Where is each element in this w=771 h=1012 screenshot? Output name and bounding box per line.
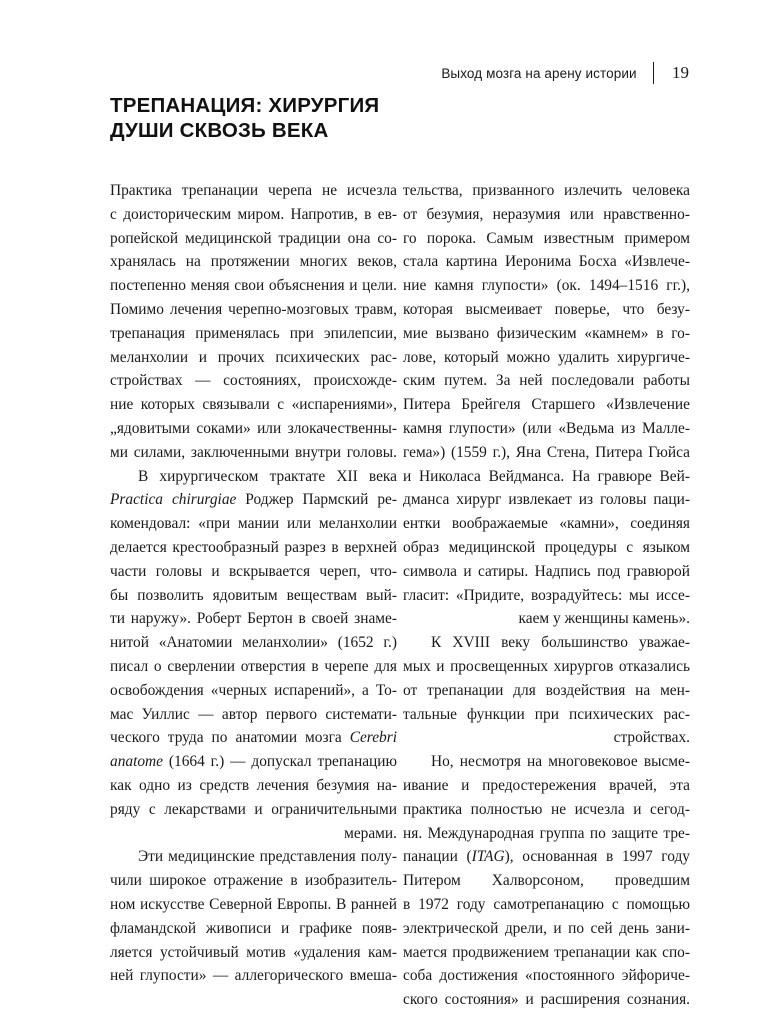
section-title-line: ТРЕПАНАЦИЯ: ХИРУРГИЯ (110, 94, 380, 117)
text-line: соба достижения «постоянного эйфориче- (403, 967, 690, 985)
text-line: делается крестообразный разрез в верхней (110, 538, 397, 556)
text-line: ном искусстве Северной Европы. В ранней (110, 895, 397, 913)
text-line: ми силами, заключенными внутри головы. (110, 443, 397, 461)
text-line: Practica chirurgiae Роджер Пармский ре- (110, 491, 398, 509)
text-line: гема») (1559 г.), Яна Стена, Питера Гюйса (403, 443, 690, 461)
running-title: Выход мозга на арену истории (441, 65, 637, 81)
text-line: стройствах. (613, 729, 690, 747)
text-line: ние которых связывали с «испарениями», (110, 396, 397, 414)
page-number: 19 (672, 63, 689, 82)
text-line: В хирургическом трактате XII века (138, 467, 397, 485)
text-line: ским путем. За ней последовали работы (403, 372, 690, 390)
text-line: ропейской медицинской традиции она со- (110, 229, 397, 247)
text-line: стала картина Иеронима Босха «Извлече- (403, 253, 690, 271)
text-line: anatome (1664 г.) — допускал трепанацию (110, 753, 397, 771)
text-line: тальные функции при психических рас- (403, 705, 690, 723)
text-line: камня глупости» (или «Ведьма из Малле- (403, 419, 690, 437)
italic-term: anatome (110, 753, 164, 771)
text-line: чили широкое отражение в изобразитель- (110, 872, 397, 890)
text-line: лове, который можно удалить хирургиче- (403, 348, 690, 366)
text-line: ческого труда по анатомии мозга Cerebri (110, 729, 397, 747)
text-line: практика полностью не исчезла и сегод- (403, 800, 690, 818)
text-line: ляется устойчивый мотив «удаления кам- (110, 943, 397, 961)
text-line: электрической дрели, и по сей день зани- (403, 919, 690, 937)
text-line: в 1972 году самотрепанацию с помощью (403, 895, 690, 913)
text-line: писал о сверлении отверстия в черепе для (110, 657, 397, 675)
text-column-left (110, 179, 397, 988)
text-line: К XVIII веку большинство уважае- (431, 634, 690, 652)
text-line: бы позволить ядовитым веществам вый- (110, 586, 397, 604)
text-line: ентки воображаемые «камни», соединяя (403, 515, 690, 533)
text-line: нитой «Анатомии меланхолии» (1652 г.) (110, 634, 397, 652)
text-line: мие вызвано физическим «камнем» в го- (403, 324, 690, 342)
text-line: ивание и предостережения врачей, эта (403, 776, 690, 794)
text-line: части головы и вскрывается череп, что- (110, 562, 397, 580)
text-line: ней глупости» — аллегорического вмеша- (110, 967, 397, 985)
text-column-right (403, 179, 690, 1012)
text-line: ня. Международная группа по защите тре- (403, 824, 690, 842)
text-line: Помимо лечения черепно-мозговых травм, (110, 300, 397, 318)
text-line: меланхолии и прочих психических рас- (110, 348, 397, 366)
text-line: ние камня глупости» (ок. 1494–1516 гг.), (403, 277, 690, 295)
text-line: мых и просвещенных хирургов отказались (403, 657, 690, 675)
text-line: дманса хирург извлекает из головы паци- (403, 491, 690, 509)
text-line: гласит: «Придите, возрадуйтесь: мы иссе- (403, 586, 690, 604)
text-line: го порока. Самым известным примером (403, 229, 690, 247)
text-line: фламандской живописи и графике появ- (110, 919, 397, 937)
section-title-line: ДУШИ СКВОЗЬ ВЕКА (110, 119, 329, 142)
text-line: с доисторическим миром. Напротив, в ев- (110, 205, 397, 223)
text-line: постепенно меняя свои объяснения и цели. (110, 277, 397, 295)
text-line: мерами. (344, 824, 397, 842)
text-line: Питера Брейгеля Старшего «Извлечение (403, 396, 690, 414)
text-line: и Николаса Вейдманса. На гравюре Вей- (403, 467, 690, 485)
text-line: тельства, призванного излечить человека (403, 182, 690, 199)
text-line: как одно из средств лечения безумия на- (110, 776, 397, 794)
text-line: от трепанации для воздействия на мен- (403, 681, 690, 699)
section-title (110, 93, 430, 143)
text-line: освобождения «черных испарений», а То- (110, 681, 397, 699)
italic-term: ITAG (471, 848, 505, 866)
text-line: хранялась на протяжении многих веков, (110, 253, 397, 271)
text-line: Питером Халворсоном, проведшим (403, 872, 690, 890)
italic-term: Practica chirurgiae (110, 491, 237, 509)
text-line: которая высмеивает поверье, что безу- (403, 300, 690, 318)
running-head (441, 62, 689, 84)
text-line: комендовал: «при мании или меланхолии (110, 515, 397, 533)
text-line: ти наружу». Роберт Бертон в своей знаме- (110, 610, 397, 628)
text-line: образ медицинской процедуры с языком (403, 538, 690, 556)
text-line: мается продвижением трепанации как спо- (403, 943, 690, 961)
header-divider (653, 62, 654, 84)
text-line: каем у женщины камень». (518, 610, 690, 628)
text-line: Практика трепанации черепа не исчезла (110, 182, 397, 199)
text-line: от безумия, неразумия или нравственно- (403, 205, 690, 223)
text-line: ряду с лекарствами и ограничительными (110, 800, 397, 818)
text-line: Но, несмотря на многовековое высме- (431, 753, 690, 771)
text-line: ского состояния» и расширения сознания. (403, 991, 690, 1009)
text-line: мас Уиллис — автор первого системати- (110, 705, 397, 723)
text-line: Эти медицинские представления полу- (138, 848, 397, 866)
text-line: трепанация применялась при эпилепсии, (110, 324, 397, 342)
italic-term: Cerebri (349, 729, 397, 747)
text-line: панации (ITAG), основанная в 1997 году (403, 848, 690, 866)
text-line: стройствах — состояниях, происхожде- (110, 372, 397, 390)
text-line: символа и сатиры. Надпись под гравюрой (403, 562, 690, 580)
text-line: „ядовитыми соками» или злокачественны- (110, 419, 397, 437)
